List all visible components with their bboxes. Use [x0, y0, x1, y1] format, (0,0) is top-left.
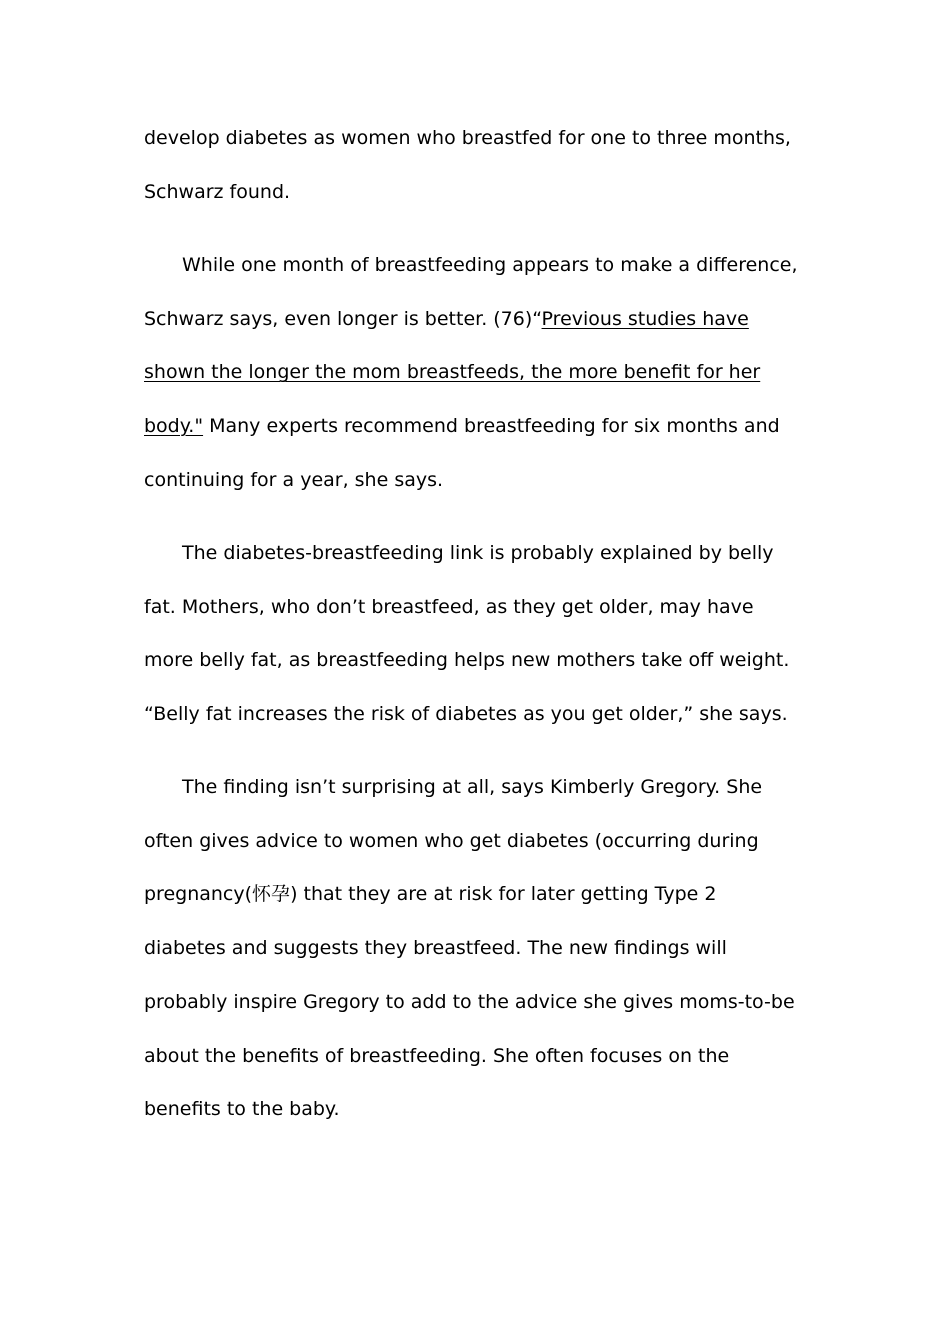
text-line	[144, 527, 824, 581]
text-line: “Belly fat increases the risk of diabetes as you get older,” she says.	[144, 702, 788, 725]
document-body	[144, 112, 824, 1137]
line-text: pregnancy(	[144, 883, 253, 906]
paragraph-2	[144, 239, 824, 507]
paragraph-1	[144, 112, 824, 219]
text-line: continuing for a year, she says.	[144, 468, 444, 491]
underlined-quote: Previous studies have	[541, 307, 749, 330]
text-line: about the benefits of breastfeeding. She often focuses on the	[144, 1044, 730, 1067]
underlined-quote: body."	[144, 414, 204, 437]
paragraph-3	[144, 527, 824, 742]
text-line	[144, 293, 824, 347]
line-text: Schwarz says, even longer is better. (76)“	[144, 307, 542, 330]
text-line: develop diabetes as women who breastfed for one to three months,	[144, 127, 791, 149]
text-line: benefits to the baby.	[144, 1098, 340, 1121]
paragraph-4	[144, 761, 824, 1137]
line-text: Many experts recommend breastfeeding for six months and	[203, 414, 780, 437]
text-line: more belly fat, as breastfeeding helps new mothers take off weight.	[144, 649, 790, 672]
text-line: fat. Mothers, who don’t breastfeed, as they get older, may have	[144, 595, 754, 618]
line-text: The finding isn’t surprising at all, says Kimberly Gregory. She	[182, 776, 763, 799]
line-text: While one month of breastfeeding appears to make a difference,	[182, 253, 798, 276]
text-line	[144, 346, 824, 400]
text-line: Schwarz found.	[144, 180, 291, 203]
chinese-gloss: 怀孕	[252, 883, 291, 906]
line-text: ) that they are at risk for later getting Type 2	[290, 883, 717, 906]
text-line: diabetes and suggests they breastfeed. The new findings will	[144, 937, 727, 960]
text-line	[144, 239, 824, 293]
text-line: probably inspire Gregory to add to the advice she gives moms-to-be	[144, 990, 795, 1013]
text-line: often gives advice to women who get diabetes (occurring during	[144, 829, 759, 852]
text-line	[144, 761, 824, 815]
line-text: The diabetes-breastfeeding link is probably explained by belly	[182, 541, 774, 564]
text-line	[144, 868, 824, 922]
text-line	[144, 400, 824, 454]
underlined-quote: shown the longer the mom breastfeeds, the more benefit for her	[144, 361, 761, 384]
